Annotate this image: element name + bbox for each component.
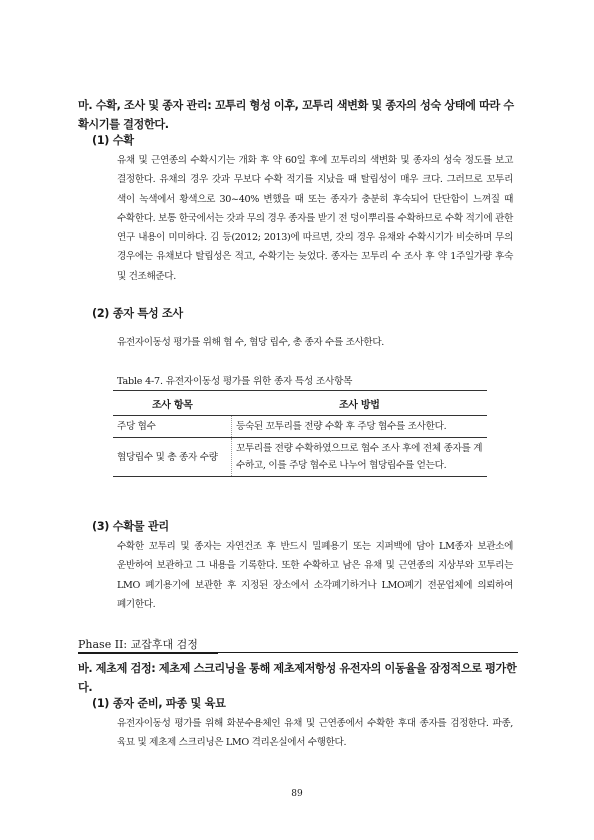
table-caption: Table 4-7. 유전자이동성 평가를 위한 종자 특성 조사항목: [117, 376, 353, 387]
phase-divider: [78, 652, 518, 653]
subheading-harvest: (1) 수확: [92, 134, 134, 147]
table-header-method: 조사 방법: [232, 391, 488, 416]
table-cell-method: 꼬투리를 전량 수확하였으므로 협수 조사 후에 전체 종자를 계수하고, 이를 주당 협수로 나누어 협당립수를 얻는다.: [232, 438, 488, 477]
table-cell-method: 등숙된 꼬투리를 전량 수확 후 주당 협수를 조사한다.: [232, 416, 488, 438]
table-row: [113, 416, 487, 438]
section-heading-herbicide-test: 바. 제초제 검정: 제초제 스크리닝을 통해 제초제저항성 유전자의 이동율을 잠정적으로 평가한다.: [78, 662, 517, 694]
table-header-item: 조사 항목: [113, 391, 232, 416]
subheading-seed-survey: (2) 종자 특성 조사: [92, 307, 183, 320]
table-header-row: [113, 391, 487, 416]
seed-trait-table: [113, 390, 487, 477]
phase-title: Phase II: 교잡후대 검정: [78, 637, 218, 654]
paragraph-harvest-management: 수확한 꼬투리 및 종자는 자연건조 후 반드시 밀폐용기 또는 지퍼백에 담아 LM종자 보관소에 운반하여 보관하고 그 내용을 기록한다. 또한 수확하고 남은 유채 및 근연종의 지상부와 꼬투리는 LMO 폐기용기에 보관한 후 지정된 장소에서 소각폐기하거나 LMO폐기 전문업체에 의뢰하여 폐기한다.: [117, 541, 513, 610]
paragraph-harvest: 유채 및 근연종의 수확시기는 개화 후 약 60일 후에 꼬투리의 색변화 및 종자의 성숙 정도를 보고 결정한다. 유채의 경우 갓과 무보다 수확 적기를 지났을 때 탈립성이 매우 크다. 그러므로 꼬투리 색이 녹색에서 황색으로 30~40% 변했을 때 또는 종자가 충분히 후숙되어 단단함이 느껴질 때 수확한다. 보통 한국에서는 갓과 무의 경우 종자를 받기 전 덩이뿌리를 수확하므로 수확 적기에 관한 연구 내용이 미미하다. 김 등(2012; 2013)에 따르면, 갓의 경우 유채와 수확시기가 비슷하며 무의 경우에는 유채보다 탈립성은 적고, 수확기는 늦었다. 종자는 꼬투리 수 조사 후 약 1주일가량 후숙 및 건조해준다.: [117, 155, 513, 282]
table-row: [113, 438, 487, 477]
page-number: 89: [291, 789, 303, 799]
paragraph-seed-prep: 유전자이동성 평가를 위해 화분수용체인 유채 및 근연종에서 수확한 후대 종자를 검정한다. 파종, 육묘 및 제초제 스크리닝은 LMO 격리온실에서 수행한다.: [117, 718, 513, 749]
section-heading-harvest-management: 마. 수확, 조사 및 종자 관리: 꼬투리 형성 이후, 꼬투리 색변화 및 종자의 성숙 상태에 따라 수확시기를 결정한다.: [78, 99, 514, 131]
table-cell-item: 주당 협수: [113, 416, 232, 438]
subheading-harvest-management: (3) 수확물 관리: [92, 520, 169, 533]
subheading-seed-prep: (1) 종자 준비, 파종 및 육묘: [92, 697, 226, 710]
table-cell-item: 협당립수 및 총 종자 수량: [113, 438, 232, 477]
paragraph-seed-survey: 유전자이동성 평가를 위해 협 수, 협당 립수, 총 종자 수를 조사한다.: [117, 337, 384, 348]
